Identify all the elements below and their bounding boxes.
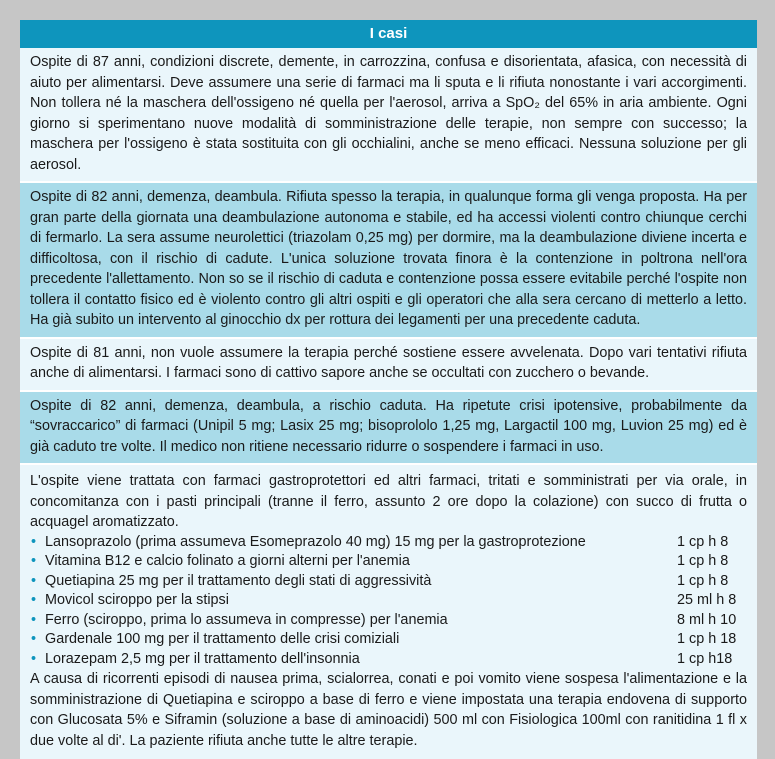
case-5-intro: L'ospite viene trattata con farmaci gastroprotettori ed altri farmaci, tritati e somministrati per via orale, in concomitanza con i pasti principali (tranne il ferro, assunto 2 ore dopo la colazione) con succo di frutta o acquagel aromatizzato. [30, 473, 747, 530]
bullet-icon: • [31, 592, 37, 608]
medication-item: • Quetiapina 25 mg per il trattamento degli stati di aggressività 1 cp h 8 [30, 572, 747, 592]
case-1 [20, 48, 757, 183]
case-2-text: Ospite di 82 anni, demenza, deambula. Rifiuta spesso la terapia, in qualunque forma gli venga proposta. Ha per gran parte della giornata una deambulazione autonoma e stabile, ed ha accessi violenti contro chiunque cerchi di fermarlo. La sera assume neurolettici (triazolam 0,25 mg) per dormire, ma la deambulazione diviene incerta e difficoltosa, con il rischio di cadute. L'unica soluzione trovata finora è la contenzione in poltrona nell'ora precedente l'allettamento. Non so se il rischio di caduta e contenzione possa essere evitabile perché l'ospite non tollera il contatto fisico ed è violento contro gli altri ospiti e gli operatori che alla sera cercano di metterlo a letto. Ha già subito un intervento al ginocchio dx per rottura dei legamenti per una precedente caduta. [30, 189, 747, 328]
medication-item: • Gardenale 100 mg per il trattamento delle crisi comiziali 1 cp h 18 [30, 630, 747, 650]
case-1-text: Ospite di 87 anni, condizioni discrete, demente, in carrozzina, confusa e disorientata, afasica, con necessità di aiuto per alimentarsi. Deve assumere una serie di farmaci ma li sputa e li rifiuta nonostante i vari accorgimenti. Non tollera né la maschera dell'ossigeno né quella per l'aerosol, arriva a SpO₂ del 65% in aria ambiente. Ogni giorno si sperimentano nuove modalità di somministrazione delle terapie, non sempre con successo; la maschera per l'ossigeno è stata sostituita con gli occhialini, anche se meno efficaci. Nessuna soluzione per gli aerosol. [30, 54, 747, 173]
medication-item: • Movicol sciroppo per la stipsi 25 ml h 8 [30, 591, 747, 611]
case-3-text: Ospite di 81 anni, non vuole assumere la terapia perché sostiene essere avvelenata. Dopo vari tentativi rifiuta anche di alimentarsi. I farmaci sono di cattivo sapore anche se occultati con zucchero o bevande. [30, 344, 747, 381]
bullet-icon: • [31, 631, 37, 647]
case-5-outro: A causa di ricorrenti episodi di nausea prima, scialorrea, conati e poi vomito viene sospesa l'alimentazione e la somministrazione di Quetiapina e sciroppo a base di ferro e viene impostata una terapia endovena di supporto con Glucosata 5% e Siframin (soluzione a base di aminoacidi) 500 ml con Fisiologica 100ml con ranitidina 1 fl x due volte al di'. La paziente rifiuta anche tutte le altre terapie. [30, 671, 747, 749]
case-2 [20, 183, 757, 339]
case-5 [20, 465, 757, 759]
bullet-icon: • [31, 533, 37, 550]
case-4-text: Ospite di 82 anni, demenza, deambula, a rischio caduta. Ha ripetute crisi ipotensive, probabilmente da “sovraccarico” di farmaci (Unipil 5 mg; Lasix 25 mg; bisoprololo 1,25 mg, Largactil 100 mg, Luvion 25 mg) ed è già caduto tre volte. Il medico non ritiene necessario ridurre o sospendere i farmaci in uso. [30, 397, 747, 455]
medication-list [30, 533, 747, 670]
case-4 [20, 392, 757, 466]
medication-item: • Vitamina B12 e calcio folinato a giorni alterni per l'anemia 1 cp h 8 [30, 552, 747, 572]
box-title: I casi [20, 20, 757, 48]
bullet-icon: • [31, 611, 37, 628]
medication-item: • Lorazepam 2,5 mg per il trattamento dell'insonnia 1 cp h18 [30, 650, 747, 670]
bullet-icon: • [31, 572, 37, 589]
bullet-icon: • [31, 650, 37, 667]
medication-item: • Ferro (sciroppo, prima lo assumeva in compresse) per l'anemia 8 ml h 10 [30, 611, 747, 631]
medication-item: • Lansoprazolo (prima assumeva Esomeprazolo 40 mg) 15 mg per la gastroprotezione 1 cp h 8 [30, 533, 747, 553]
cases-box [20, 20, 757, 759]
case-3 [20, 339, 757, 392]
bullet-icon: • [31, 553, 37, 569]
